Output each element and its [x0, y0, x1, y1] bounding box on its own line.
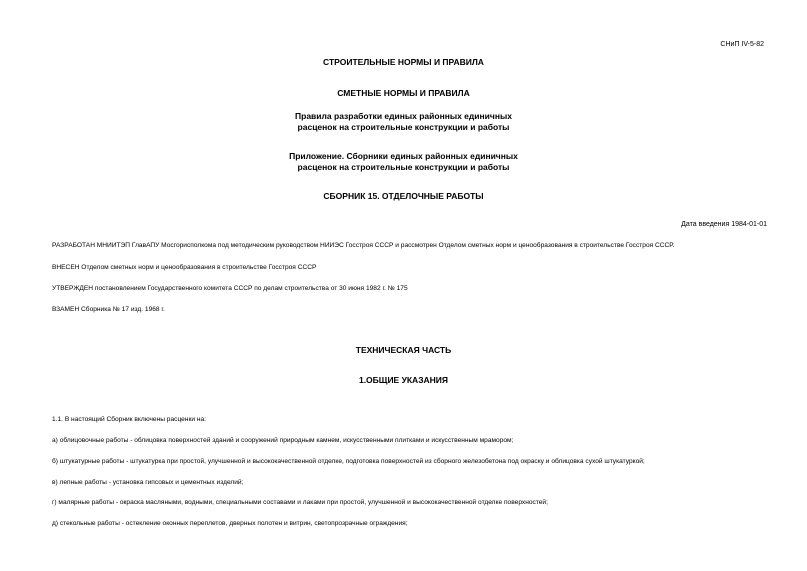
effective-date: Дата введения 1984-01-01 — [681, 221, 767, 228]
title-estimate-norms: СМЕТНЫЕ НОРМЫ И ПРАВИЛА — [337, 88, 470, 98]
developed-by: РАЗРАБОТАН МНИИТЭП ГлавАПУ Мосгорисполкома под методическим руководством НИИЭС Госстроя СССР и рассмотрен Отделом сметных норм и ценообразования в строительстве Госстроя СССР. — [52, 242, 675, 249]
replaces: ВЗАМЕН Сборника № 17 изд. 1968 г. — [52, 306, 165, 313]
title-appendix-line2: расценок на строительные конструкции и работы — [297, 162, 510, 172]
section-subtitle: 1.ОБЩИЕ УКАЗАНИЯ — [358, 375, 449, 385]
body-item-a: а) облицовочные работы - облицовка поверхностей зданий и сооружений природным камнем, искусственными плитками и искусственным мрамором; — [52, 437, 514, 444]
body-item-d: д) стекольные работы - остекление оконных переплетов, дверных полотен и витрин, светопрозрачные ограждения; — [52, 520, 408, 527]
body-item-v: в) лепные работы - установка гипсовых и цементных изделий; — [52, 479, 244, 486]
section-title: ТЕХНИЧЕСКАЯ ЧАСТЬ — [355, 345, 452, 355]
introduced-by: ВНЕСЕН Отделом сметных норм и ценообразования в строительстве Госстроя СССР — [52, 264, 317, 271]
document-code: СНиП IV-5-82 — [720, 41, 764, 48]
body-item-g: г) малярные работы - окраска масляными, водными, специальными составами и лаками при простой, улучшенной и высококачественной отделке поверхностей; — [52, 499, 548, 506]
title-collection: СБОРНИК 15. ОТДЕЛОЧНЫЕ РАБОТЫ — [323, 191, 484, 201]
body-paragraph-intro: 1.1. В настоящий Сборник включены расценки на: — [52, 416, 206, 423]
title-appendix-line1: Приложение. Сборники единых районных единичных — [289, 151, 518, 161]
approved-by: УТВЕРЖДЕН постановлением Государственного комитета СССР по делам строительства от 30 июня 1982 г. № 175 — [52, 285, 408, 292]
title-rules-line2: расценок на строительные конструкции и работы — [297, 122, 510, 132]
body-item-b: б) штукатурные работы - штукатурка при простой, улучшенной и высококачественной отделке, подготовка поверхностей из сборного железобетона под окраску и облицовка сухой штукатуркой; — [52, 458, 645, 465]
title-rules-line1: Правила разработки единых районных единичных — [295, 111, 512, 121]
title-building-norms: СТРОИТЕЛЬНЫЕ НОРМЫ И ПРАВИЛА — [323, 57, 484, 67]
